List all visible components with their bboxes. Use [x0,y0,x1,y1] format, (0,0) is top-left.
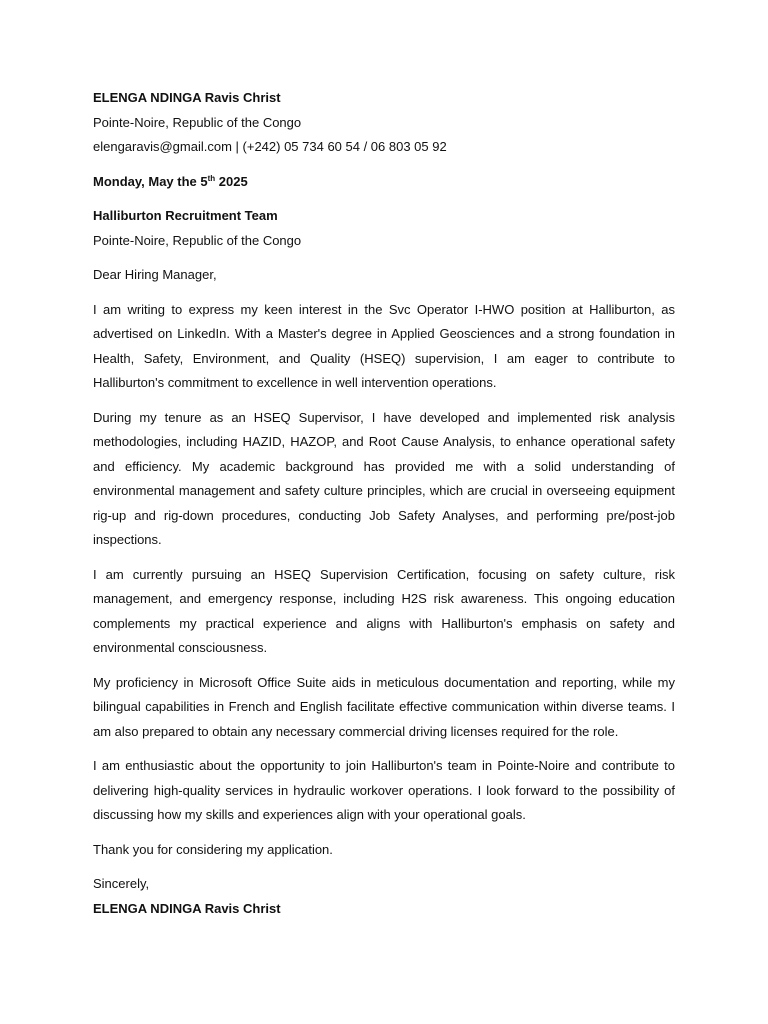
date-year: 2025 [215,173,248,189]
closing: Sincerely, [93,876,150,891]
sender-name: ELENGA NDINGA Ravis Christ [93,90,281,105]
recipient-location: Pointe-Noire, Republic of the Congo [93,232,302,248]
signature: ELENGA NDINGA Ravis Christ [93,900,281,916]
letter-page [93,86,675,921]
body-paragraph-3: I am currently pursuing an HSEQ Supervision Certification, focusing on safety culture, risk management, and emergency response, including H2S risk awareness. This ongoing education complements my practical experience and aligns with Halliburton's emphasis on safety and environmental consciousness. [93,566,675,655]
body-paragraph-4: My proficiency in Microsoft Office Suite aids in meticulous documentation and reporting, while my bilingual capabilities in French and English facilitate effective communication within diverse teams. I am also prepared to obtain any necessary commercial driving licenses required for the role. [93,674,675,739]
sender-location: Pointe-Noire, Republic of the Congo [93,114,302,130]
body-paragraph-1: I am writing to express my keen interest in the Svc Operator I-HWO position at Halliburton, as advertised on LinkedIn. With a Master's degree in Applied Geosciences and a strong foundation in Health, Safety, Environment, and Quality (HSEQ) supervision, I am eager to contribute to Halliburton's commitment to excellence in well intervention operations. [93,301,675,390]
letter-date [93,170,675,195]
body-paragraph-6: Thank you for considering my application. [93,841,333,857]
salutation: Dear Hiring Manager, [93,267,217,282]
recipient-team: Halliburton Recruitment Team [93,208,278,223]
date-ordinal: th [207,173,216,183]
body-paragraph-5: I am enthusiastic about the opportunity to join Halliburton's team in Pointe-Noire and contribute to delivering high-quality services in hydraulic workover operations. I look forward to the possibility of discussing how my skills and experiences align with your operational goals. [93,758,675,822]
body-paragraph-2: During my tenure as an HSEQ Supervisor, I have developed and implemented risk analysis methodologies, including HAZID, HAZOP, and Root Cause Analysis, to enhance operational safety and efficiency. My academic background has provided me with a solid understanding of environmental management and safety culture principles, which are crucial in overseeing equipment rig-up and rig-down procedures, conducting Job Safety Analyses, and performing pre/post-job inspections. [93,409,675,547]
sender-contact: elengaravis@gmail.com | (+242) 05 734 60 54 / 06 803 05 92 [93,139,447,154]
date-prefix: Monday, May the 5 [93,173,208,189]
